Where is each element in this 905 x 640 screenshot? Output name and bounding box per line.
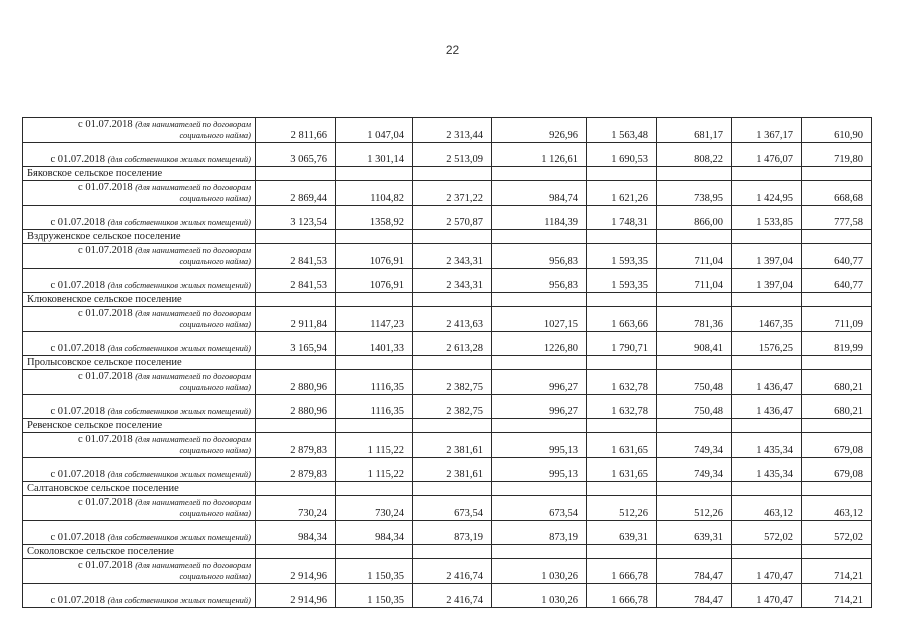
value-cell: 2 914,96 (256, 584, 336, 608)
value-cell: 2 313,44 (413, 118, 492, 143)
empty-cell (732, 482, 802, 496)
value-cell: 1 533,85 (732, 206, 802, 230)
empty-cell (657, 482, 732, 496)
label-note: (для собственников жилых помещений) (107, 280, 251, 290)
value-cell: 714,21 (802, 559, 872, 584)
value-cell: 711,09 (802, 307, 872, 332)
value-cell: 984,34 (336, 521, 413, 545)
value-cell: 2 811,66 (256, 118, 336, 143)
value-cell: 639,31 (657, 521, 732, 545)
value-cell: 2 381,61 (413, 433, 492, 458)
empty-cell (413, 230, 492, 244)
tariff-table (22, 117, 872, 608)
value-cell: 1226,80 (492, 332, 587, 356)
value-cell: 1 470,47 (732, 559, 802, 584)
section-title: Пролысовское сельское поселение (23, 356, 256, 370)
label-note-1: (для нанимателей по договорам (135, 497, 251, 507)
value-cell: 1 666,78 (587, 584, 657, 608)
label-line-1 (27, 245, 251, 256)
value-cell: 711,04 (657, 269, 732, 293)
section-row (23, 545, 872, 559)
value-cell: 784,47 (657, 559, 732, 584)
value-cell: 2 382,75 (413, 370, 492, 395)
value-cell: 2 869,44 (256, 181, 336, 206)
value-cell: 2 613,28 (413, 332, 492, 356)
tenants-label (23, 181, 256, 206)
value-cell: 1 115,22 (336, 433, 413, 458)
label-date: с 01.07.2018 (78, 497, 133, 508)
value-cell: 956,83 (492, 244, 587, 269)
label-line-1 (27, 308, 251, 319)
value-cell: 572,02 (732, 521, 802, 545)
tenants-row (23, 181, 872, 206)
empty-cell (657, 356, 732, 370)
tenants-row (23, 118, 872, 143)
value-cell: 2 382,75 (413, 395, 492, 419)
tenants-label (23, 433, 256, 458)
value-cell: 1116,35 (336, 370, 413, 395)
value-cell: 1 690,53 (587, 143, 657, 167)
empty-cell (587, 293, 657, 307)
value-cell: 2 880,96 (256, 370, 336, 395)
label-note-1: (для нанимателей по договорам (135, 434, 251, 444)
tenants-label (23, 496, 256, 521)
empty-cell (732, 293, 802, 307)
owners-row (23, 206, 872, 230)
empty-cell (256, 482, 336, 496)
label-line-2 (27, 382, 251, 393)
empty-cell (657, 167, 732, 181)
value-cell: 808,22 (657, 143, 732, 167)
empty-cell (587, 167, 657, 181)
value-cell: 2 381,61 (413, 458, 492, 482)
value-cell: 1104,82 (336, 181, 413, 206)
empty-cell (802, 545, 872, 559)
value-cell: 711,04 (657, 244, 732, 269)
label-note-1: (для нанимателей по договорам (135, 308, 251, 318)
section-title: Клюковенское сельское поселение (23, 293, 256, 307)
empty-cell (256, 545, 336, 559)
owners-label (23, 332, 256, 356)
section-row (23, 356, 872, 370)
value-cell: 679,08 (802, 458, 872, 482)
value-cell: 1 563,48 (587, 118, 657, 143)
label-note: (для собственников жилых помещений) (107, 595, 251, 605)
empty-cell (256, 167, 336, 181)
value-cell: 984,74 (492, 181, 587, 206)
value-cell: 1467,35 (732, 307, 802, 332)
label-date: с 01.07.2018 (78, 245, 133, 256)
label-line-2 (27, 571, 251, 582)
label-line-2 (27, 256, 251, 267)
label-date: с 01.07.2018 (50, 343, 105, 354)
value-cell: 956,83 (492, 269, 587, 293)
value-cell: 1 150,35 (336, 559, 413, 584)
value-cell: 2 416,74 (413, 559, 492, 584)
owners-label (23, 584, 256, 608)
label-note-2: социального найма) (179, 193, 251, 203)
empty-cell (336, 230, 413, 244)
empty-cell (587, 419, 657, 433)
label-date: с 01.07.2018 (78, 119, 133, 130)
value-cell: 1 397,04 (732, 244, 802, 269)
empty-cell (413, 419, 492, 433)
label-note-1: (для нанимателей по договорам (135, 182, 251, 192)
label-note: (для собственников жилых помещений) (107, 217, 251, 227)
empty-cell (802, 419, 872, 433)
label-date: с 01.07.2018 (78, 371, 133, 382)
label-note: (для собственников жилых помещений) (107, 154, 251, 164)
empty-cell (492, 230, 587, 244)
value-cell: 1 593,35 (587, 269, 657, 293)
value-cell: 2 343,31 (413, 269, 492, 293)
empty-cell (657, 293, 732, 307)
value-cell: 730,24 (256, 496, 336, 521)
owners-row (23, 521, 872, 545)
value-cell: 749,34 (657, 433, 732, 458)
value-cell: 2 879,83 (256, 433, 336, 458)
value-cell: 1 150,35 (336, 584, 413, 608)
value-cell: 1184,39 (492, 206, 587, 230)
value-cell: 1 436,47 (732, 370, 802, 395)
section-row (23, 293, 872, 307)
empty-cell (587, 230, 657, 244)
value-cell: 1147,23 (336, 307, 413, 332)
value-cell: 1 470,47 (732, 584, 802, 608)
tenants-row (23, 559, 872, 584)
label-note: (для собственников жилых помещений) (107, 469, 251, 479)
value-cell: 1 621,26 (587, 181, 657, 206)
label-date: с 01.07.2018 (50, 532, 105, 543)
empty-cell (802, 293, 872, 307)
tenants-label (23, 559, 256, 584)
section-row (23, 230, 872, 244)
value-cell: 572,02 (802, 521, 872, 545)
tenants-row (23, 496, 872, 521)
empty-cell (256, 293, 336, 307)
value-cell: 1 301,14 (336, 143, 413, 167)
value-cell: 781,36 (657, 307, 732, 332)
value-cell: 1 126,61 (492, 143, 587, 167)
empty-cell (657, 419, 732, 433)
value-cell: 714,21 (802, 584, 872, 608)
label-note: (для собственников жилых помещений) (107, 343, 251, 353)
value-cell: 996,27 (492, 395, 587, 419)
value-cell: 1358,92 (336, 206, 413, 230)
value-cell: 995,13 (492, 433, 587, 458)
empty-cell (587, 545, 657, 559)
value-cell: 2 513,09 (413, 143, 492, 167)
value-cell: 873,19 (413, 521, 492, 545)
label-line-2 (27, 130, 251, 141)
empty-cell (732, 356, 802, 370)
section-title: Соколовское сельское поселение (23, 545, 256, 559)
value-cell: 1 790,71 (587, 332, 657, 356)
owners-row (23, 395, 872, 419)
empty-cell (732, 545, 802, 559)
owners-label (23, 269, 256, 293)
value-cell: 908,41 (657, 332, 732, 356)
empty-cell (492, 482, 587, 496)
label-line-2 (27, 508, 251, 519)
value-cell: 463,12 (802, 496, 872, 521)
table-body (23, 118, 872, 608)
value-cell: 2 343,31 (413, 244, 492, 269)
empty-cell (732, 419, 802, 433)
empty-cell (336, 545, 413, 559)
tenants-row (23, 370, 872, 395)
value-cell: 2 841,53 (256, 269, 336, 293)
value-cell: 1 030,26 (492, 584, 587, 608)
owners-row (23, 143, 872, 167)
tenants-label (23, 244, 256, 269)
label-note-2: социального найма) (179, 382, 251, 392)
value-cell: 2 841,53 (256, 244, 336, 269)
label-line-1 (27, 497, 251, 508)
label-date: с 01.07.2018 (50, 217, 105, 228)
value-cell: 1027,15 (492, 307, 587, 332)
value-cell: 1 593,35 (587, 244, 657, 269)
owners-label (23, 458, 256, 482)
value-cell: 1 666,78 (587, 559, 657, 584)
empty-cell (657, 230, 732, 244)
value-cell: 2 416,74 (413, 584, 492, 608)
label-line-2 (27, 445, 251, 456)
section-row (23, 482, 872, 496)
value-cell: 777,58 (802, 206, 872, 230)
value-cell: 1 424,95 (732, 181, 802, 206)
label-line-2 (27, 193, 251, 204)
page-number: 22 (445, 43, 460, 57)
label-line-1 (27, 182, 251, 193)
label-date: с 01.07.2018 (78, 308, 133, 319)
value-cell: 2 880,96 (256, 395, 336, 419)
label-date: с 01.07.2018 (50, 469, 105, 480)
value-cell: 2 911,84 (256, 307, 336, 332)
empty-cell (413, 293, 492, 307)
value-cell: 3 165,94 (256, 332, 336, 356)
owners-label (23, 206, 256, 230)
label-line-1 (27, 119, 251, 130)
label-note-2: социального найма) (179, 445, 251, 455)
value-cell: 610,90 (802, 118, 872, 143)
empty-cell (492, 545, 587, 559)
label-note: (для собственников жилых помещений) (107, 406, 251, 416)
value-cell: 1076,91 (336, 269, 413, 293)
value-cell: 984,34 (256, 521, 336, 545)
empty-cell (256, 419, 336, 433)
value-cell: 668,68 (802, 181, 872, 206)
value-cell: 680,21 (802, 370, 872, 395)
value-cell: 1401,33 (336, 332, 413, 356)
section-row (23, 419, 872, 433)
label-date: с 01.07.2018 (78, 182, 133, 193)
empty-cell (413, 167, 492, 181)
owners-row (23, 458, 872, 482)
tenants-label (23, 118, 256, 143)
owners-label (23, 395, 256, 419)
value-cell: 673,54 (492, 496, 587, 521)
value-cell: 463,12 (732, 496, 802, 521)
owners-row (23, 584, 872, 608)
value-cell: 512,26 (657, 496, 732, 521)
label-note-2: социального найма) (179, 130, 251, 140)
label-date: с 01.07.2018 (50, 595, 105, 606)
empty-cell (802, 356, 872, 370)
value-cell: 995,13 (492, 458, 587, 482)
value-cell: 3 123,54 (256, 206, 336, 230)
tenants-label (23, 370, 256, 395)
label-date: с 01.07.2018 (78, 560, 133, 571)
empty-cell (256, 356, 336, 370)
empty-cell (336, 356, 413, 370)
value-cell: 750,48 (657, 395, 732, 419)
value-cell: 1 631,65 (587, 458, 657, 482)
empty-cell (732, 167, 802, 181)
value-cell: 2 879,83 (256, 458, 336, 482)
value-cell: 639,31 (587, 521, 657, 545)
value-cell: 1 367,17 (732, 118, 802, 143)
label-date: с 01.07.2018 (78, 434, 133, 445)
tenants-row (23, 307, 872, 332)
value-cell: 681,17 (657, 118, 732, 143)
empty-cell (336, 482, 413, 496)
tenants-label (23, 307, 256, 332)
owners-row (23, 269, 872, 293)
value-cell: 784,47 (657, 584, 732, 608)
value-cell: 512,26 (587, 496, 657, 521)
value-cell: 1 047,04 (336, 118, 413, 143)
label-note-1: (для нанимателей по договорам (135, 245, 251, 255)
empty-cell (413, 545, 492, 559)
label-line-1 (27, 560, 251, 571)
value-cell: 673,54 (413, 496, 492, 521)
value-cell: 1 435,34 (732, 433, 802, 458)
empty-cell (492, 293, 587, 307)
owners-label (23, 143, 256, 167)
value-cell: 640,77 (802, 269, 872, 293)
empty-cell (336, 167, 413, 181)
value-cell: 996,27 (492, 370, 587, 395)
value-cell: 719,80 (802, 143, 872, 167)
empty-cell (492, 419, 587, 433)
value-cell: 1 631,65 (587, 433, 657, 458)
label-line-2 (27, 319, 251, 330)
label-note-1: (для нанимателей по договорам (135, 560, 251, 570)
empty-cell (657, 545, 732, 559)
value-cell: 1576,25 (732, 332, 802, 356)
value-cell: 1 476,07 (732, 143, 802, 167)
value-cell: 819,99 (802, 332, 872, 356)
value-cell: 1 397,04 (732, 269, 802, 293)
label-note-2: социального найма) (179, 571, 251, 581)
value-cell: 1 632,78 (587, 370, 657, 395)
value-cell: 679,08 (802, 433, 872, 458)
value-cell: 1 663,66 (587, 307, 657, 332)
empty-cell (492, 356, 587, 370)
value-cell: 750,48 (657, 370, 732, 395)
empty-cell (336, 419, 413, 433)
label-date: с 01.07.2018 (50, 280, 105, 291)
owners-row (23, 332, 872, 356)
value-cell: 866,00 (657, 206, 732, 230)
label-note-2: социального найма) (179, 508, 251, 518)
label-line-1 (27, 434, 251, 445)
section-title: Ревенское сельское поселение (23, 419, 256, 433)
empty-cell (336, 293, 413, 307)
empty-cell (802, 167, 872, 181)
empty-cell (802, 482, 872, 496)
tenants-row (23, 244, 872, 269)
value-cell: 1076,91 (336, 244, 413, 269)
value-cell: 926,96 (492, 118, 587, 143)
label-date: с 01.07.2018 (50, 154, 105, 165)
label-note-2: социального найма) (179, 319, 251, 329)
label-note: (для собственников жилых помещений) (107, 532, 251, 542)
empty-cell (587, 482, 657, 496)
value-cell: 738,95 (657, 181, 732, 206)
label-line-1 (27, 371, 251, 382)
label-date: с 01.07.2018 (50, 406, 105, 417)
value-cell: 873,19 (492, 521, 587, 545)
empty-cell (587, 356, 657, 370)
empty-cell (802, 230, 872, 244)
value-cell: 3 065,76 (256, 143, 336, 167)
value-cell: 1 748,31 (587, 206, 657, 230)
value-cell: 1 115,22 (336, 458, 413, 482)
section-title: Салтановское сельское поселение (23, 482, 256, 496)
section-row (23, 167, 872, 181)
owners-label (23, 521, 256, 545)
empty-cell (413, 356, 492, 370)
value-cell: 1 030,26 (492, 559, 587, 584)
value-cell: 680,21 (802, 395, 872, 419)
label-note-1: (для нанимателей по договорам (135, 371, 251, 381)
value-cell: 1 436,47 (732, 395, 802, 419)
value-cell: 2 371,22 (413, 181, 492, 206)
tenants-row (23, 433, 872, 458)
value-cell: 1116,35 (336, 395, 413, 419)
empty-cell (413, 482, 492, 496)
value-cell: 640,77 (802, 244, 872, 269)
section-title: Бяковское сельское поселение (23, 167, 256, 181)
value-cell: 2 914,96 (256, 559, 336, 584)
value-cell: 749,34 (657, 458, 732, 482)
empty-cell (732, 230, 802, 244)
empty-cell (256, 230, 336, 244)
section-title: Вздруженское сельское поселение (23, 230, 256, 244)
label-note-1: (для нанимателей по договорам (135, 119, 251, 129)
label-note-2: социального найма) (179, 256, 251, 266)
value-cell: 1 632,78 (587, 395, 657, 419)
empty-cell (492, 167, 587, 181)
value-cell: 730,24 (336, 496, 413, 521)
value-cell: 2 570,87 (413, 206, 492, 230)
value-cell: 2 413,63 (413, 307, 492, 332)
value-cell: 1 435,34 (732, 458, 802, 482)
